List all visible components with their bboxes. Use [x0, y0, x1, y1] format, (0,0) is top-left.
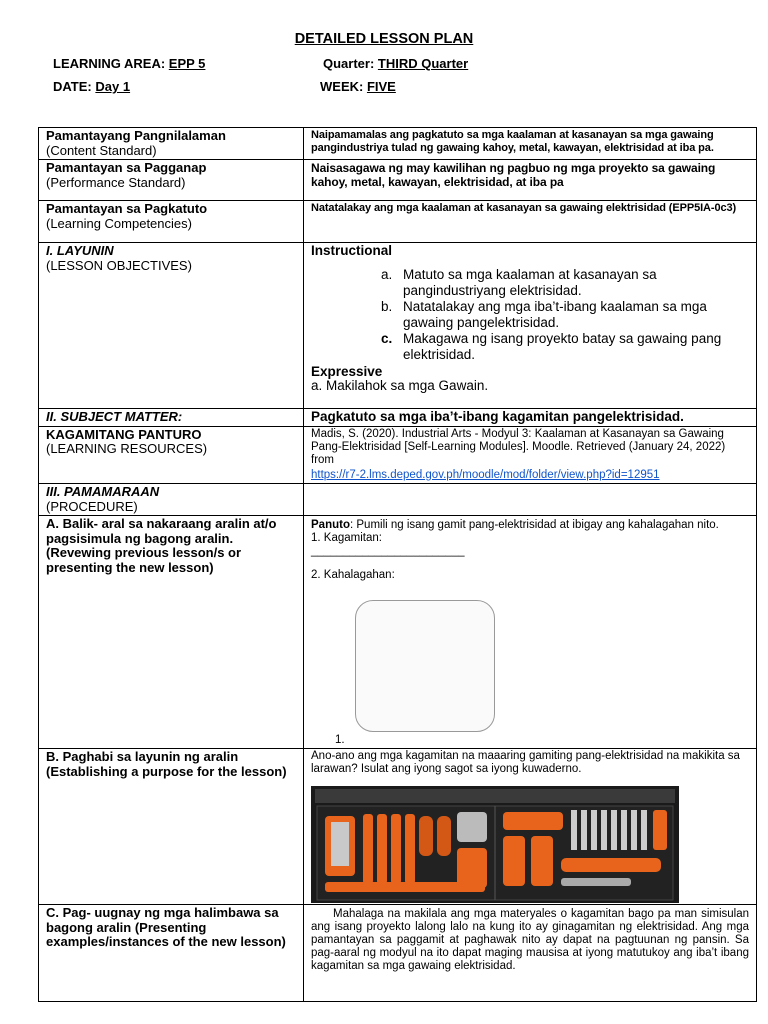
procedure-sublabel: (PROCEDURE): [46, 498, 138, 514]
learning-area-label: LEARNING AREA:: [53, 56, 169, 71]
examples-row: [39, 905, 757, 1002]
quarter-label: Quarter:: [323, 56, 378, 71]
date-value: Day 1: [95, 79, 131, 94]
procedure-label: III. PAMAMARAAN: [46, 484, 160, 499]
resources-citation: Madis, S. (2020). Industrial Arts - Modyul 3: Kaalaman at Kasanayan sa Gawaing Pang-Elektrisidad [Self-Learning Modules]. Moodle. Retrieved (January 24, 2022) from: [311, 427, 726, 466]
answer-blank: ________________________: [311, 545, 465, 557]
toolbox-illustration: [311, 786, 679, 903]
objective-item: [381, 267, 749, 299]
content-standard-cell: [304, 128, 757, 160]
expressive-item: a. Makilahok sa mga Gawain.: [311, 378, 489, 393]
competencies-text: Natatalakay ang mga kaalaman at kasanayan sa gawaing elektrisidad (EPP5IA-0c3): [311, 202, 737, 214]
performance-standard-sublabel: (Performance Standard): [46, 174, 186, 190]
performance-standard-text: Naisasagawa ng may kawilihan ng pagbuo ng mga proyekto sa gawaing kahoy, metal, kawayan, elektrisidad, at iba pa: [311, 161, 716, 189]
review-label: A. Balik- aral sa nakaraang aralin at/o pagsisimula ng bagong aralin. (Revewing previous lesson/s or presenting the new lesson): [46, 516, 277, 575]
resources-label-cell: [39, 426, 304, 484]
subject-matter-label-cell: [39, 409, 304, 427]
objective-marker: b.: [381, 298, 393, 314]
procedure-label-cell: [39, 484, 304, 516]
objectives-label-cell: [39, 243, 304, 409]
objective-text: Makagawa ng isang proyekto batay sa gawaing pang elektrisidad.: [403, 330, 722, 362]
panuto-line: [311, 519, 749, 532]
examples-text: Mahalaga na makilala ang mga materyales o kagamitan bago pa man simisulan ang isang proyekto lalong lalo na kung ito ay ginagamitan ng elektrisidad. Ang mga pamantayan sa paggamit at paghawak nito ay dapat na pagtuunan ng pansin. Sa pag-aaral ng modyul na ito dapat maging mausisa at iyong matutukoy ang iba’t ibang kagamitan sa mga gawaing elektrisidad.: [311, 908, 749, 972]
objectives-sublabel: (LESSON OBJECTIVES): [46, 257, 192, 273]
review-row: [39, 516, 757, 749]
content-standard-sublabel: (Content Standard): [46, 142, 157, 158]
review-label-cell: [39, 516, 304, 749]
subject-matter-text: Pagkatuto sa mga iba’t-ibang kagamitan pangelektrisidad.: [311, 409, 684, 424]
resources-link[interactable]: https://r7-2.lms.deped.gov.ph/moodle/mod/folder/view.php?id=12951: [311, 468, 660, 481]
objective-marker: c.: [381, 330, 393, 346]
answer-board-image: [355, 600, 495, 732]
lesson-plan-table: [38, 127, 757, 1002]
purpose-cell: [304, 749, 757, 905]
examples-label: C. Pag- uugnay ng mga halimbawa sa bagong aralin (Presenting examples/instances of the new lesson): [46, 905, 286, 949]
expressive-heading: Expressive: [311, 363, 383, 379]
purpose-row: [39, 749, 757, 905]
week: [320, 79, 396, 94]
purpose-text: Ano-ano ang mga kagamitan na maaaring gamiting pang-elektrisidad na makikita sa larawan? Isulat ang iyong sagot sa iyong kuwaderno.: [311, 750, 740, 775]
procedure-cell: [304, 484, 757, 516]
week-label: WEEK:: [320, 79, 367, 94]
resources-sublabel: (LEARNING RESOURCES): [46, 441, 208, 456]
date: [53, 79, 130, 94]
competencies-sublabel: (Learning Competencies): [46, 215, 192, 231]
competencies-label: Pamantayan sa Pagkatuto: [46, 201, 208, 216]
learning-area: [53, 56, 205, 71]
subject-matter-label: II. SUBJECT MATTER:: [46, 409, 183, 424]
review-cell: [304, 516, 757, 749]
performance-standard-label-cell: [39, 160, 304, 201]
procedure-row: [39, 484, 757, 516]
objective-text: Matuto sa mga kaalaman at kasanayan sa pangindustriyang elektrisidad.: [403, 266, 657, 298]
learning-area-value: EPP 5: [168, 56, 206, 71]
objective-item: [381, 299, 749, 331]
performance-standard-cell: [304, 160, 757, 201]
date-label: DATE:: [53, 79, 96, 94]
item-kahalagahan: 2. Kahalagahan:: [311, 569, 395, 581]
instructional-heading: Instructional: [311, 243, 393, 258]
objectives-label: I. LAYUNIN: [46, 243, 114, 258]
objectives-list: [381, 267, 749, 363]
content-standard-text: Naipamamalas ang pagkatuto sa mga kaalaman at kasanayan sa mga gawaing pangindustriya tulad ng gawaing kahoy, metal, kawayan, elektrisidad at iba pa.: [311, 129, 714, 154]
objective-item: [381, 331, 749, 363]
panuto-label: Panuto: [311, 519, 350, 531]
week-value: FIVE: [366, 79, 396, 94]
competencies-label-cell: [39, 201, 304, 243]
examples-label-cell: [39, 905, 304, 1002]
examples-cell: [304, 905, 757, 1002]
resources-label: KAGAMITANG PANTURO: [46, 426, 202, 442]
quarter-value: THIRD Quarter: [377, 56, 469, 71]
trailing-number: 1.: [335, 734, 345, 746]
item-kagamitan: 1. Kagamitan:: [311, 532, 382, 544]
page-title: DETAILED LESSON PLAN: [294, 31, 474, 47]
content-standard-label: Pamantayang Pangnilalaman: [46, 128, 226, 143]
resources-cell: [304, 426, 757, 484]
subject-matter-row: [39, 409, 757, 427]
purpose-label-cell: [39, 749, 304, 905]
performance-standard-row: [39, 160, 757, 201]
objective-text: Natatalakay ang mga iba’t-ibang kaalaman sa mga gawaing pangelektrisidad.: [403, 298, 707, 330]
competencies-cell: [304, 201, 757, 243]
purpose-label: B. Paghabi sa layunin ng aralin (Establishing a purpose for the lesson): [46, 749, 287, 779]
objectives-row: [39, 243, 757, 409]
objectives-cell: [304, 243, 757, 409]
objective-marker: a.: [381, 266, 393, 282]
competencies-row: [39, 201, 757, 243]
panuto-text: : Pumili ng isang gamit pang-elektrisidad at ibigay ang kahalagahan nito.: [349, 519, 719, 531]
toolbox-image: [311, 786, 679, 903]
performance-standard-label: Pamantayan sa Pagganap: [46, 160, 207, 175]
content-standard-row: [39, 128, 757, 160]
resources-row: [39, 426, 757, 484]
subject-matter-cell: [304, 409, 757, 427]
content-standard-label-cell: [39, 128, 304, 160]
quarter: [323, 56, 468, 71]
